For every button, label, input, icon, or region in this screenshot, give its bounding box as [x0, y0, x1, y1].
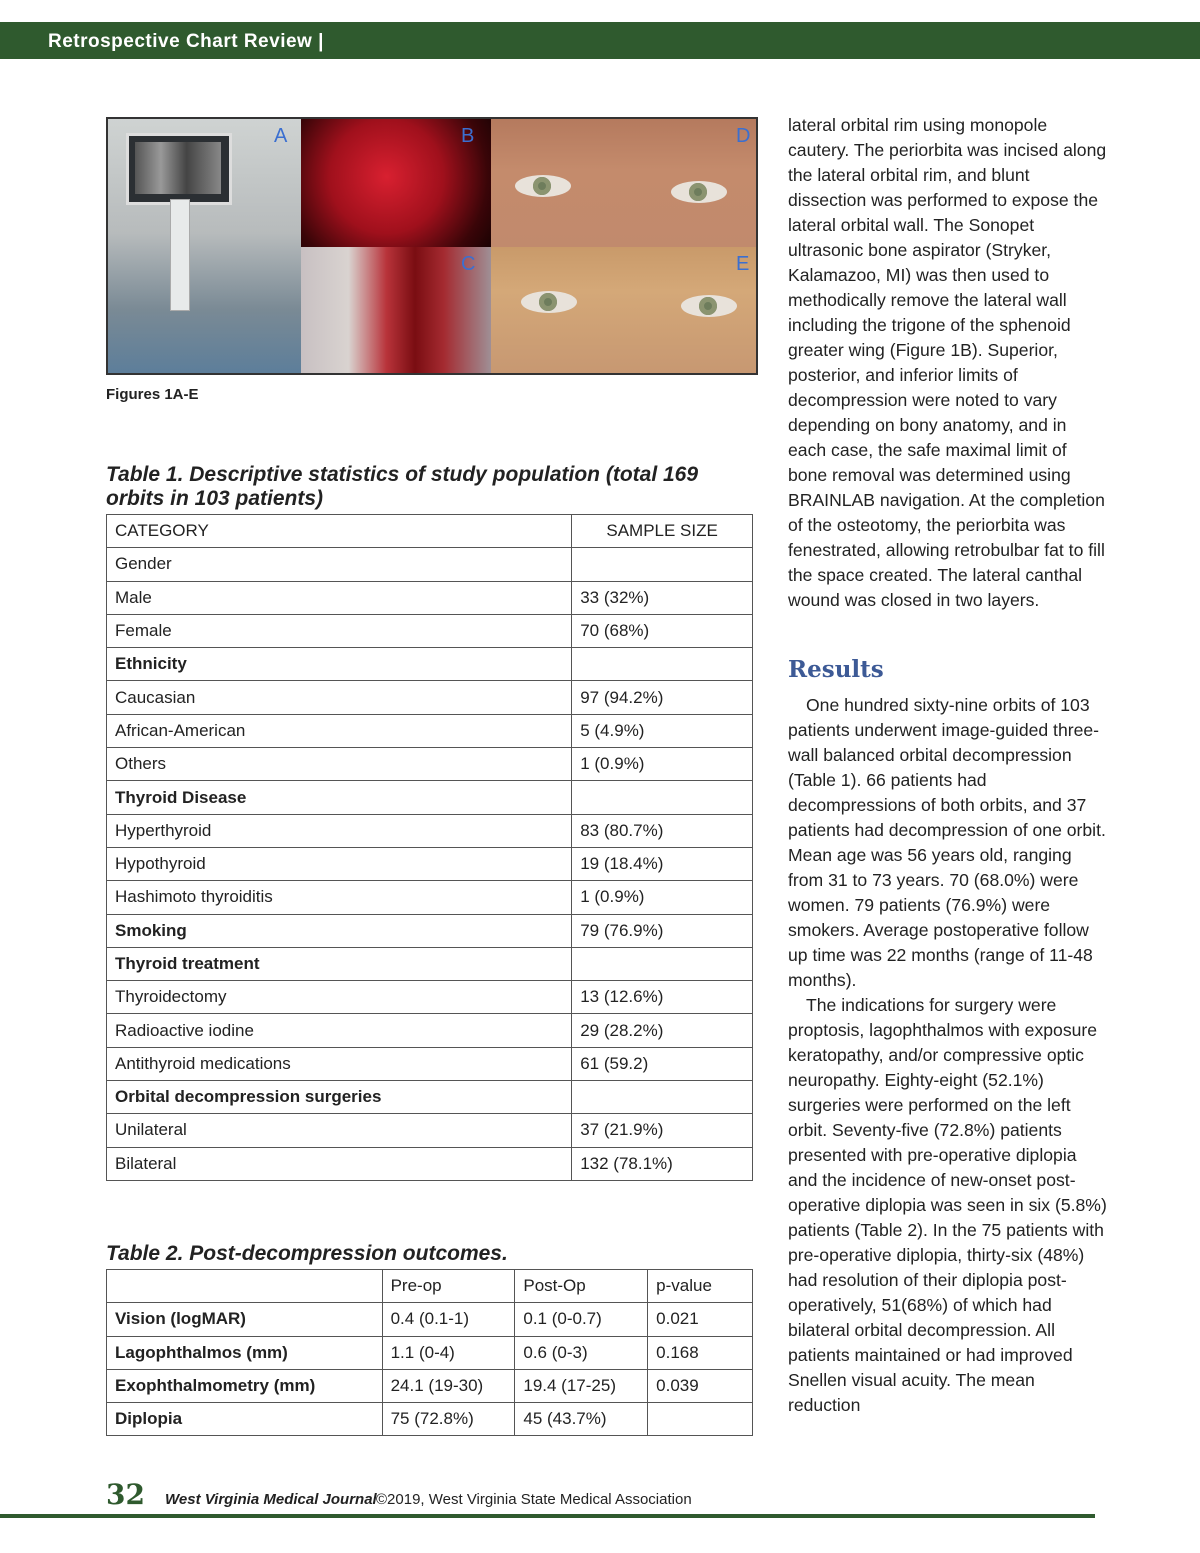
- journal-name: West Virginia Medical Journal: [165, 1491, 377, 1508]
- cell-category: Unilateral: [107, 1114, 572, 1147]
- table-header-row: [107, 515, 753, 548]
- table-row: [107, 814, 753, 847]
- cell-category: African-American: [107, 714, 572, 747]
- table-row: [107, 881, 753, 914]
- cell-p-value: 0.168: [648, 1336, 753, 1369]
- results-heading: Results: [788, 656, 884, 683]
- table-row: [107, 648, 753, 681]
- cell-category: Hashimoto thyroiditis: [107, 881, 572, 914]
- cell-sample-size: [572, 1081, 753, 1114]
- table-row: [107, 1403, 753, 1436]
- table-header-row: [107, 1270, 753, 1303]
- cell-category: Orbital decompression surgeries: [107, 1081, 572, 1114]
- cell-sample-size: 83 (80.7%): [572, 814, 753, 847]
- paragraph-results-1: One hundred sixty-nine orbits of 103 patients underwent image-guided three-wall balanced orbital decompression (Table 1). 66 patients had decompressions of both orbits, and 37 patients had decompression of one orbit. Mean age was 56 years old, ranging from 31 to 73 years. 70 (68.0%) were women. 79 patients (76.9%) were smokers. Average postoperative follow up time was 22 months (range of 11-48 months).: [788, 695, 1106, 990]
- cell-sample-size: 29 (28.2%): [572, 1014, 753, 1047]
- section-label: Retrospective Chart Review |: [48, 31, 324, 52]
- cell-sample-size: [572, 781, 753, 814]
- navigation-monitor-graphic: [126, 133, 232, 205]
- cell-category: Thyroidectomy: [107, 981, 572, 1014]
- eye-graphic: [521, 291, 577, 313]
- table-1-descriptive-statistics: [106, 514, 753, 1181]
- panel-label-c: C: [461, 253, 476, 275]
- table-row: [107, 548, 753, 581]
- table-row: [107, 981, 753, 1014]
- cell-measure: Diplopia: [107, 1403, 383, 1436]
- table-row: [107, 1114, 753, 1147]
- table-2-post-decompression-outcomes: [106, 1269, 753, 1436]
- cell-p-value: [648, 1403, 753, 1436]
- cell-category: Hypothyroid: [107, 847, 572, 880]
- section-header-bar: [0, 22, 1200, 59]
- cell-sample-size: 19 (18.4%): [572, 847, 753, 880]
- cell-category: Others: [107, 748, 572, 781]
- panel-label-b: B: [461, 125, 475, 147]
- cell-category: Hyperthyroid: [107, 814, 572, 847]
- cell-category: Gender: [107, 548, 572, 581]
- cell-category: Antithyroid medications: [107, 1047, 572, 1080]
- cell-p-value: 0.039: [648, 1369, 753, 1402]
- table-row: [107, 1147, 753, 1180]
- paragraph-results-2: The indications for surgery were proptosis, lagophthalmos with exposure keratopathy, and/or compressive optic neuropathy. Eighty-eight (52.1%) surgeries were performed on the left orbit. Seventy-five (72.8%) patients presented with pre-operative diplopia and the incidence of new-onset post-operative diplopia was seen in six (5.8%) patients (Table 2). In the 75 patients with pre-operative diplopia, thirty-six (48%) had resolution of their diplopia post-operatively, 51(68%) of which had bilateral orbital decompression. All patients maintained or had improved Snellen visual acuity. The mean reduction: [788, 995, 1107, 1415]
- cell-sample-size: 70 (68%): [572, 614, 753, 647]
- cell-post-op: 0.1 (0-0.7): [515, 1303, 648, 1336]
- cell-category: Male: [107, 581, 572, 614]
- cell-category: Caucasian: [107, 681, 572, 714]
- copyright-notice: ©2019, West Virginia State Medical Association: [376, 1491, 692, 1508]
- cell-pre-op: 0.4 (0.1-1): [382, 1303, 515, 1336]
- cell-sample-size: 97 (94.2%): [572, 681, 753, 714]
- table-row: [107, 847, 753, 880]
- cell-category: Ethnicity: [107, 648, 572, 681]
- table-row: [107, 581, 753, 614]
- panel-label-e: E: [736, 253, 750, 275]
- column-header-post-op: Post-Op: [515, 1270, 648, 1303]
- body-text-results: [788, 693, 1108, 1418]
- figure-1-composite: [106, 117, 758, 375]
- table-row: [107, 614, 753, 647]
- table-1-title: Table 1. Descriptive statistics of study population (total 169 orbits in 103 patients): [106, 463, 699, 510]
- cell-sample-size: 1 (0.9%): [572, 748, 753, 781]
- cell-sample-size: 1 (0.9%): [572, 881, 753, 914]
- cell-sample-size: 37 (21.9%): [572, 1114, 753, 1147]
- cell-pre-op: 24.1 (19-30): [382, 1369, 515, 1402]
- paragraph-methods-continued: lateral orbital rim using monopole cautery. The periorbita was incised along the lateral orbital rim, and blunt dissection was performed to expose the lateral orbital wall. The Sonopet ultrasonic bone aspirator (Stryker, Kalamazoo, MI) was then used to methodically remove the lateral wall including the trigone of the sphenoid greater wing (Figure 1B). Superior, posterior, and inferior limits of decompression were noted to vary depending on bony anatomy, and in each case, the safe maximal limit of bone removal was determined using BRAINLAB navigation. At the completion of the osteotomy, the periorbita was fenestrated, allowing retrobulbar fat to fill the space created. The lateral canthal wound was closed in two layers.: [788, 115, 1107, 610]
- table-row: [107, 1047, 753, 1080]
- page-number: 32: [106, 1478, 145, 1511]
- cell-sample-size: 5 (4.9%): [572, 714, 753, 747]
- cell-sample-size: 79 (76.9%): [572, 914, 753, 947]
- cell-category: Thyroid treatment: [107, 947, 572, 980]
- table-row: [107, 1369, 753, 1402]
- table-row: [107, 681, 753, 714]
- cell-category: Female: [107, 614, 572, 647]
- cell-sample-size: 33 (32%): [572, 581, 753, 614]
- cell-sample-size: 61 (59.2): [572, 1047, 753, 1080]
- panel-label-d: D: [736, 125, 751, 147]
- cell-post-op: 19.4 (17-25): [515, 1369, 648, 1402]
- cell-category: Thyroid Disease: [107, 781, 572, 814]
- figure-panel-d-preop-eyes: [491, 119, 756, 247]
- footer-divider: [0, 1514, 1095, 1518]
- column-header-pre-op: Pre-op: [382, 1270, 515, 1303]
- cell-category: Bilateral: [107, 1147, 572, 1180]
- eye-graphic: [681, 295, 737, 317]
- cell-category: Smoking: [107, 914, 572, 947]
- cell-p-value: 0.021: [648, 1303, 753, 1336]
- cell-measure: Exophthalmometry (mm): [107, 1369, 383, 1402]
- cell-sample-size: [572, 548, 753, 581]
- column-header-blank: [107, 1270, 383, 1303]
- table-row: [107, 947, 753, 980]
- body-text-intro: [788, 113, 1108, 613]
- table-2-title: Table 2. Post-decompression outcomes.: [106, 1242, 508, 1265]
- cell-sample-size: [572, 648, 753, 681]
- cell-sample-size: 13 (12.6%): [572, 981, 753, 1014]
- monitor-stand-graphic: [170, 199, 190, 311]
- table-row: [107, 1303, 753, 1336]
- column-header-p-value: p-value: [648, 1270, 753, 1303]
- table-row: [107, 748, 753, 781]
- cell-sample-size: 132 (78.1%): [572, 1147, 753, 1180]
- table-row: [107, 914, 753, 947]
- cell-pre-op: 75 (72.8%): [382, 1403, 515, 1436]
- cell-post-op: 0.6 (0-3): [515, 1336, 648, 1369]
- cell-measure: Vision (logMAR): [107, 1303, 383, 1336]
- table-row: [107, 781, 753, 814]
- table-row: [107, 1081, 753, 1114]
- cell-category: Radioactive iodine: [107, 1014, 572, 1047]
- eye-graphic: [671, 181, 727, 203]
- panel-label-a: A: [274, 125, 288, 147]
- table-row: [107, 714, 753, 747]
- figure-panel-b-endoscopic-view: [301, 119, 491, 247]
- table-row: [107, 1336, 753, 1369]
- cell-measure: Lagophthalmos (mm): [107, 1336, 383, 1369]
- eye-graphic: [515, 175, 571, 197]
- figure-panel-a-operating-room: [108, 119, 301, 373]
- cell-post-op: 45 (43.7%): [515, 1403, 648, 1436]
- figure-caption: Figures 1A-E: [106, 386, 199, 403]
- cell-pre-op: 1.1 (0-4): [382, 1336, 515, 1369]
- figure-panel-e-postop-eyes: [491, 247, 756, 373]
- table-row: [107, 1014, 753, 1047]
- figure-panel-c-surgical-field: [301, 247, 491, 373]
- column-header-category: CATEGORY: [107, 515, 572, 548]
- cell-sample-size: [572, 947, 753, 980]
- column-header-sample-size: SAMPLE SIZE: [572, 515, 753, 548]
